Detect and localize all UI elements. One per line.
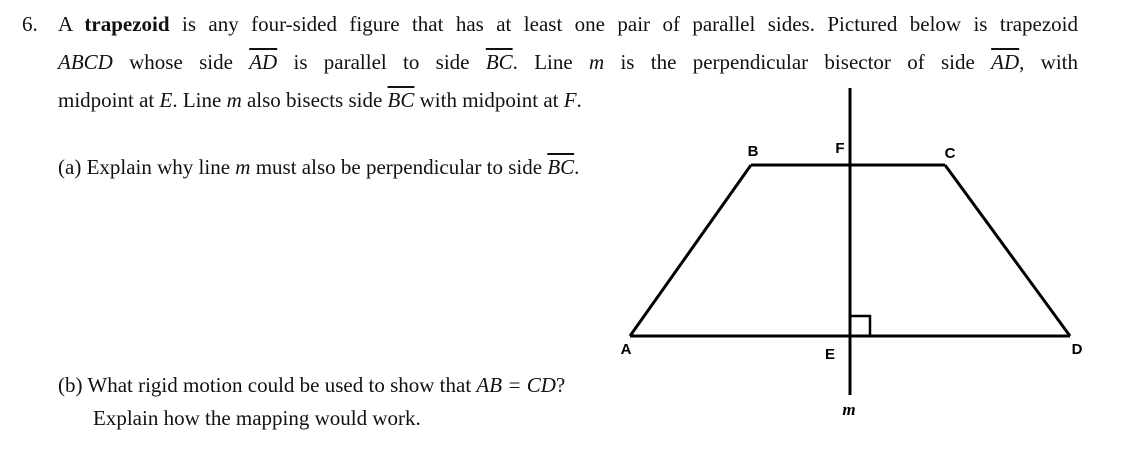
intro-text: .: [576, 88, 582, 112]
intro-text: is parallel to side: [293, 50, 470, 74]
part-a-label: (a): [58, 155, 82, 179]
label-b: B: [747, 143, 759, 160]
intro-text: . Line: [172, 88, 222, 112]
part-a-prompt: Explain why line: [86, 155, 231, 179]
segment-ad: $\overline{AD}$: [991, 50, 1020, 74]
label-a: A: [620, 341, 632, 358]
part-b-line-2-text: Explain how the mapping would work.: [93, 406, 421, 430]
term-trapezoid: trapezoid: [84, 12, 170, 36]
label-f: F: [835, 140, 845, 157]
question-number: 6.: [22, 12, 38, 36]
point-f-ref: F: [563, 88, 577, 112]
part-a-prompt: must also be perpendicular to side: [255, 155, 543, 179]
side-cd: [945, 165, 1070, 336]
intro-text: . Line: [512, 50, 573, 74]
intro-text: midpoint at: [58, 88, 155, 112]
segment-bc: $\overline{BC}$: [547, 155, 575, 179]
intro-text: is the perpendicular bisector of side: [620, 50, 975, 74]
part-a-end: .: [574, 155, 580, 179]
label-e: E: [824, 346, 836, 363]
intro-text: with midpoint at: [419, 88, 559, 112]
intro-text: , with: [1019, 50, 1079, 74]
intro-text: whose side: [129, 50, 233, 74]
label-d: D: [1071, 341, 1083, 358]
segment-ad: $\overline{AD}$: [249, 50, 278, 74]
trapezoid-name: ABCD: [58, 50, 113, 74]
intro-text: also bisects side: [246, 88, 383, 112]
line-m: m: [588, 50, 605, 74]
right-angle-marker: [850, 316, 870, 336]
point-e-ref: E: [159, 88, 173, 112]
part-b-label: (b): [58, 373, 83, 397]
segment-bc: $\overline{BC}$: [387, 88, 415, 112]
side-ab: [630, 165, 751, 336]
segment-bc: $\overline{BC}$: [485, 50, 513, 74]
label-m: m: [842, 400, 856, 419]
line-m: m: [235, 155, 251, 179]
line-m: m: [226, 88, 242, 112]
intro-text: A: [58, 12, 73, 36]
equation-ab-cd: AB = CD: [476, 373, 556, 397]
part-b-end: ?: [555, 373, 566, 397]
intro-text: is any four-sided figure that has at least one pair of parallel sides. Pictured below is trapezoid: [181, 12, 1078, 36]
part-b-prompt: What rigid motion could be used to show that: [87, 373, 472, 397]
label-c: C: [944, 145, 956, 162]
